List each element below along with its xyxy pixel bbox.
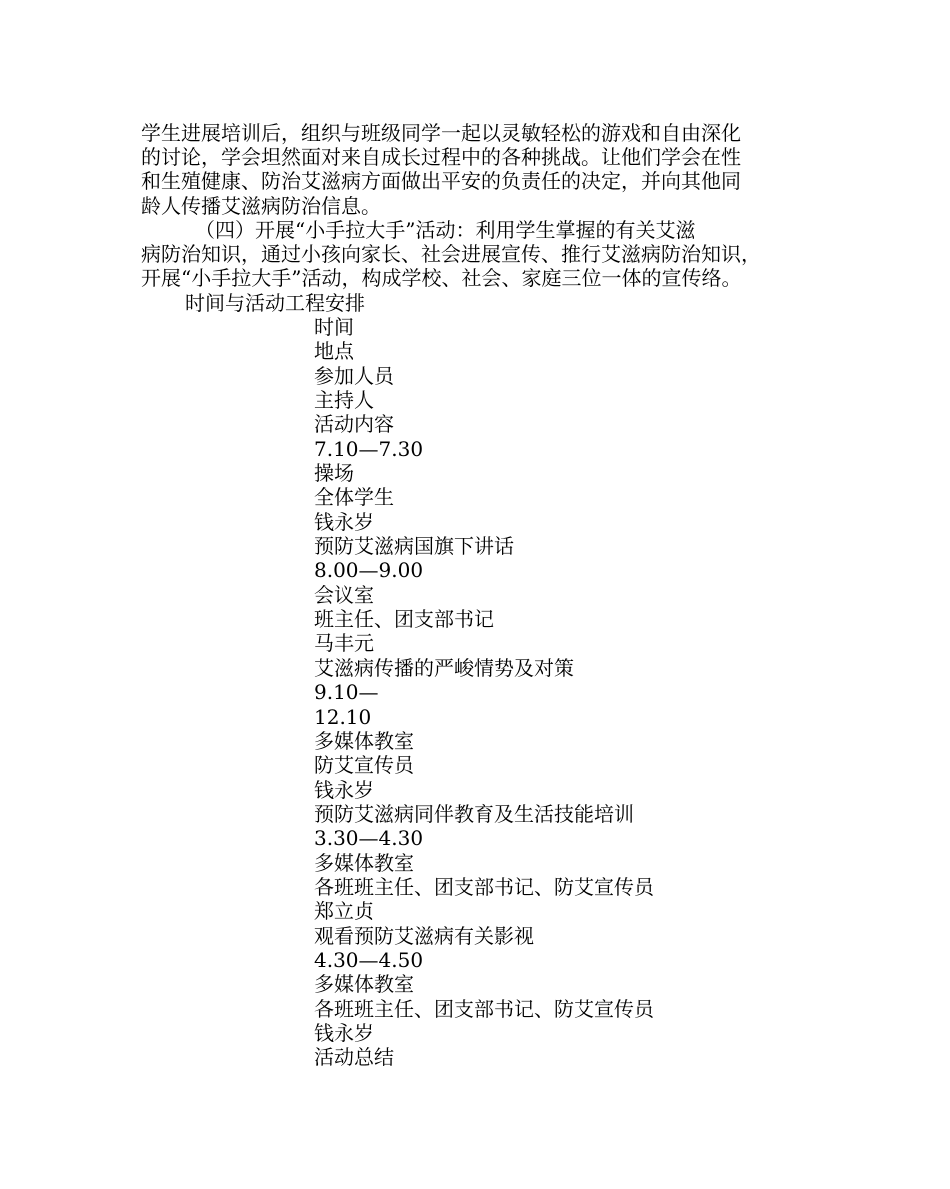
schedule-item: 多媒体教室 [314,850,414,875]
schedule-item: 艾滋病传播的严峻情势及对策 [314,655,574,680]
schedule-item: 地点 [314,339,354,364]
schedule-item: 操场 [314,461,354,486]
schedule-item: 主持人 [314,388,374,413]
schedule-item: 活动总结 [314,1045,394,1070]
schedule-item: 12.10 [314,704,372,729]
schedule-item: 钱永岁 [314,1020,374,1045]
schedule-item: 7.10—7.30 [314,436,424,461]
text-line: 开展“小手拉大手”活动，构成学校、社会、家庭三位一体的宣传络。 [141,266,742,291]
schedule-item: 4.30—4.50 [314,947,424,972]
schedule-list [314,315,654,1070]
schedule-item: 马丰元 [314,631,374,656]
schedule-item: 钱永岁 [314,509,374,534]
text-line: 学生进展培训后，组织与班级同学一起以灵敏轻松的游戏和自由深化 [141,121,741,145]
schedule-item: 8.00—9.00 [314,558,424,583]
schedule-item: 多媒体教室 [314,728,414,753]
schedule-item: 活动内容 [314,412,394,437]
schedule-heading: 时间与活动工程安排 [185,291,365,315]
schedule-item: 班主任、团支部书记 [314,607,494,632]
schedule-item: 各班班主任、团支部书记、防艾宣传员 [314,996,654,1021]
schedule-item: 会议室 [314,582,374,607]
schedule-item: 预防艾滋病国旗下讲话 [314,534,514,559]
text-line: 病防治知识，通过小孩向家长、社会进展宣传、推行艾滋病防治知识， [141,242,761,267]
schedule-item: 防艾宣传员 [314,753,414,778]
schedule-item: 9.10— [314,680,379,705]
schedule-item: 3.30—4.30 [314,826,424,851]
schedule-item: 多媒体教室 [314,972,414,997]
text-line: 龄人传播艾滋病防治信息。 [141,193,381,218]
text-line: 的讨论，学会坦然面对来自成长过程中的各种挑战。让他们学会在性 [141,145,741,170]
text-line: 和生殖健康、防治艾滋病方面做出平安的负责任的决定，并向其他同 [141,169,741,194]
schedule-item: 预防艾滋病同伴教育及生活技能培训 [314,801,634,826]
schedule-item: 全体学生 [314,485,394,510]
text-line: （四）开展“小手拉大手”活动：利用学生掌握的有关艾滋 [195,218,696,242]
schedule-item: 时间 [314,315,354,339]
paragraph-activity-four [141,218,821,291]
schedule-item: 观看预防艾滋病有关影视 [314,923,534,948]
schedule-item: 钱永岁 [314,777,374,802]
schedule-item: 参加人员 [314,363,394,388]
schedule-item: 郑立贞 [314,899,374,924]
paragraph-training [141,121,821,218]
schedule-item: 各班班主任、团支部书记、防艾宣传员 [314,874,654,899]
